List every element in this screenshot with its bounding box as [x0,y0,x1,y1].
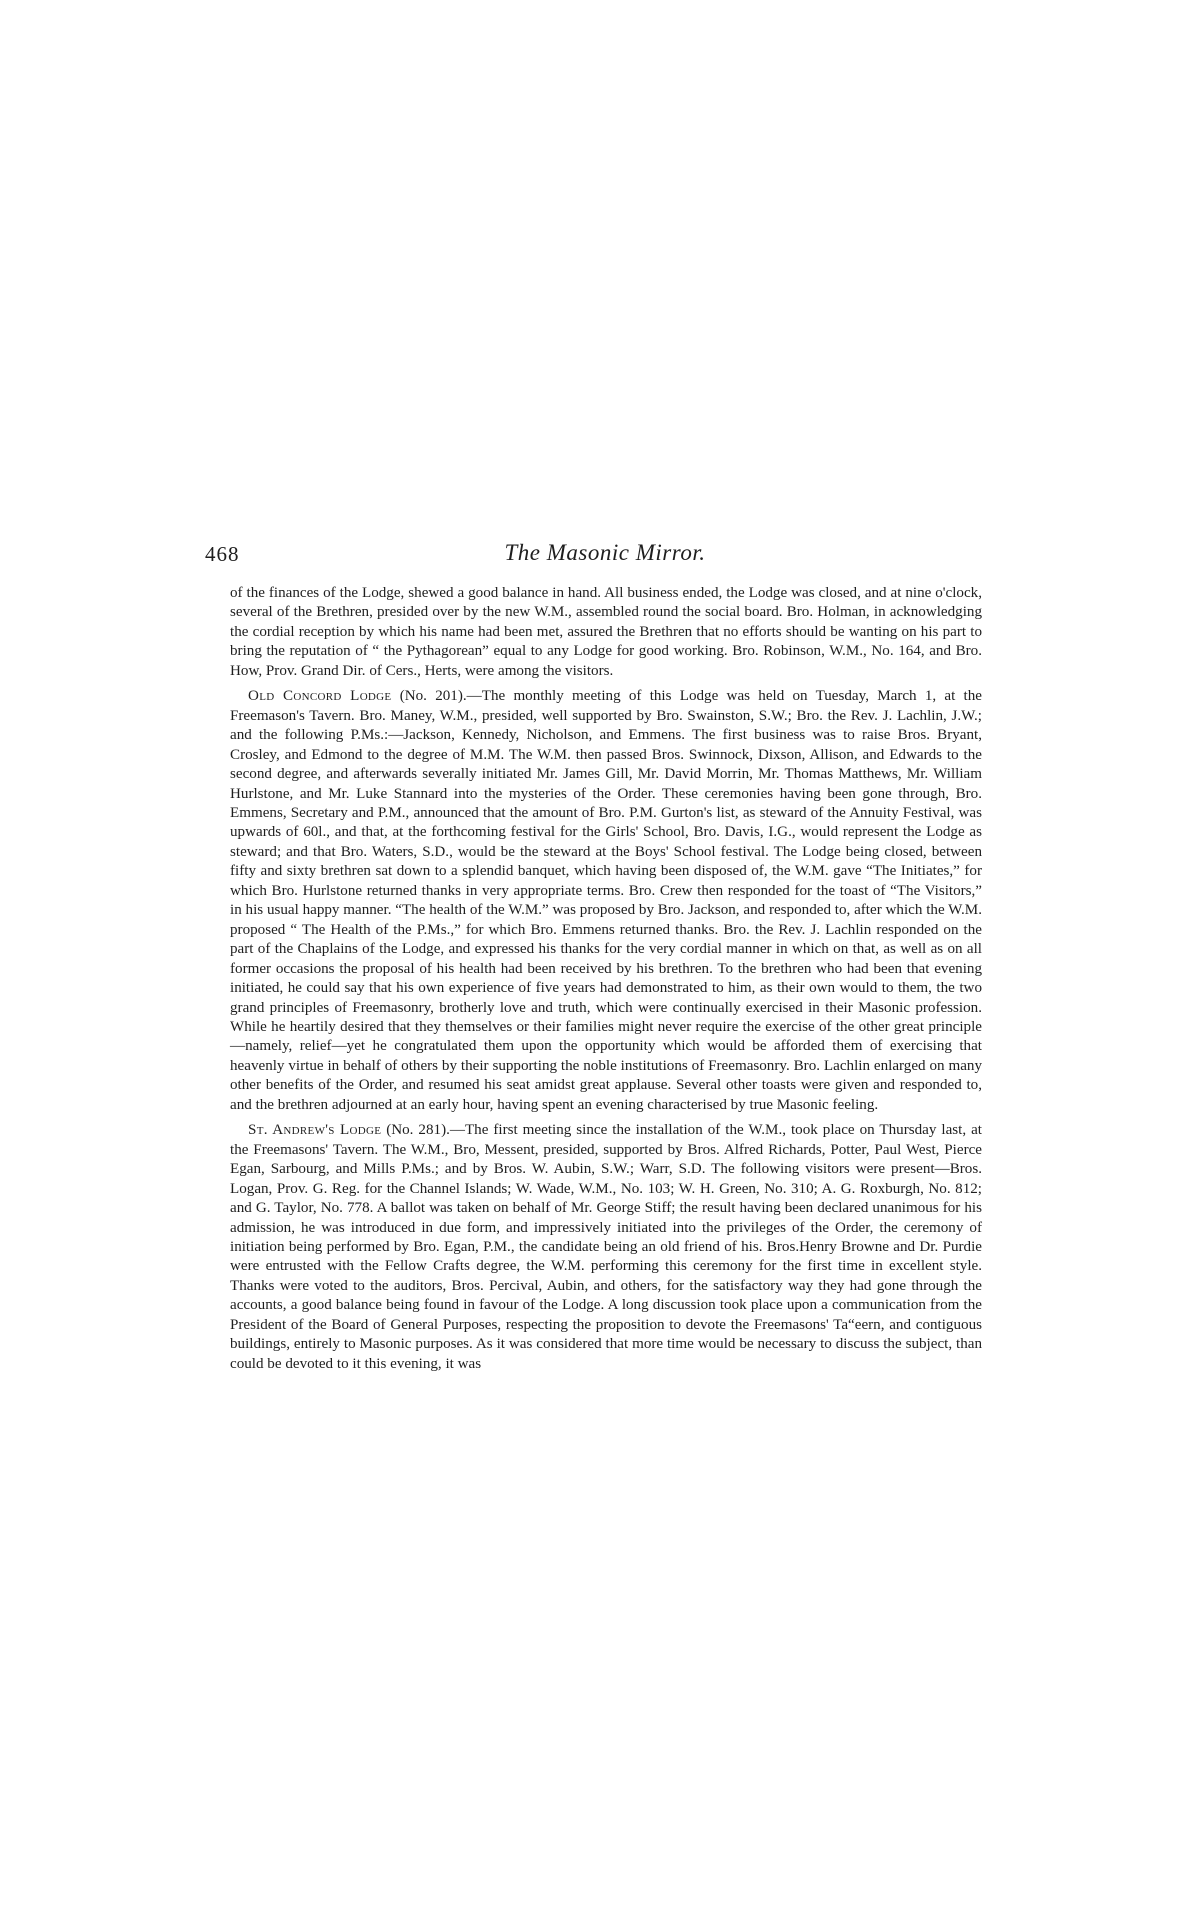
paragraph-text: of the finances of the Lodge, shewed a good balance in hand. All business ended, the Lodge was closed, and at nine o'clock, several of the Brethren, presided over by the new W.M., assembled round the social board. Bro. Holman, in acknowledging the cordial reception by which his name had been met, assured the Brethren that no efforts should be wanting on his part to bring the reputation of “ the Pythagorean” equal to any Lodge for good working. Bro. Robinson, W.M., No. 164, and Bro. How, Prov. Grand Dir. of Cers., Herts, were among the visitors. [230,585,982,679]
article-body [230,584,982,1380]
paragraph-text: (No. 201).—The monthly meeting of this Lodge was held on Tuesday, March 1, at the Freemason's Tavern. Bro. Maney, W.M., presided, well supported by Bro. Swainston, S.W.; Bro. the Rev. J. Lachlin, J.W.; and the following P.Ms.:—Jackson, Kennedy, Nicholson, and Emmens. The first business was to raise Bros. Bryant, Crosley, and Edmond to the degree of M.M. The W.M. then passed Bros. Swinnock, Dixson, Allison, and Edwards to the second degree, and afterwards severally initiated Mr. James Gill, Mr. David Morrin, Mr. Thomas Matthews, Mr. William Hurlstone, and Mr. Luke Stannard into the mysteries of the Order. These ceremonies having been gone through, Bro. Emmens, Secretary and P.M., announced that the amount of Bro. P.M. Gurton's list, as steward of the Annuity Festival, was upwards of 60l., and that, at the forthcoming festival for the Girls' School, Bro. Davis, I.G., would represent the Lodge as steward; and that Bro. Waters, S.D., would be the steward at the Boys' School festival. The Lodge being closed, between fifty and sixty brethren sat down to a splendid banquet, which having been disposed of, the W.M. gave “The Initiates,” for which Bro. Hurlstone returned thanks in very appropriate terms. Bro. Crew then responded for the toast of “The Visitors,” in his usual happy manner. “The health of the W.M.” was proposed by Bro. Jackson, and responded to, after which the W.M. proposed “ The Health of the P.Ms.,” for which Bro. Emmens returned thanks. Bro. the Rev. J. Lachlin responded on the part of the Chaplains of the Lodge, and expressed his thanks for the very cordial manner in which on that, as well as on all former occasions the proposal of his health had been received by his brethren. To the brethren who had been that evening initiated, he could say that his own experience of five years had demonstrated to him, as their own would to them, the two grand principles of Freemasonry, brotherly love and truth, which were continually exercised in their Masonic profession. While he heartily desired that they themselves or their families might never require the exercise of the other great principle—namely, relief—yet he congratulated them upon the opportunity which would be afforded them of exercising that heavenly virtue in behalf of others by their supporting the noble institutions of Freemasonry. Bro. Lachlin enlarged on many other benefits of the Order, and resumed his seat amidst great applause. Several other toasts were given and responded to, and the brethren adjourned at an early hour, having spent an evening characterised by true Masonic feeling. [230,688,982,1113]
page-number: 468 [205,542,240,566]
paragraph-pythagorean-lodge [230,584,982,681]
paragraph-st-andrews-lodge [230,1121,982,1374]
lodge-heading: Old Concord Lodge [248,688,392,705]
lodge-heading: St. Andrew's Lodge [248,1122,382,1139]
paragraph-old-concord-lodge [230,687,982,1115]
page-header [205,542,1005,582]
paragraph-text: (No. 281).—The first meeting since the installation of the W.M., took place on Thursday last, at the Freemasons' Tavern. The W.M., Bro, Messent, presided, supported by Bros. Alfred Richards, Potter, Paul West, Pierce Egan, Sarbourg, and Mills P.Ms.; and by Bros. W. Aubin, S.W.; Warr, S.D. The following visitors were present—Bros. Logan, Prov. G. Reg. for the Channel Islands; W. Wade, W.M., No. 103; W. H. Green, No. 310; A. G. Roxburgh, No. 812; and G. Taylor, No. 778. A ballot was taken on behalf of Mr. George Stiff; the result having been declared unanimous for his admission, he was introduced in due form, and impressively initiated into the privileges of the Order, the ceremony of initiation being performed by Bro. Egan, P.M., the candidate being an old friend of his. Bros.Henry Browne and Dr. Purdie were entrusted with the Fellow Crafts degree, the W.M. performing this ceremony for the first time in excellent style. Thanks were voted to the auditors, Bros. Percival, Aubin, and others, for the satisfactory way they had gone through the accounts, a good balance being found in favour of the Lodge. A long discussion took place upon a communication from the President of the Board of General Purposes, respecting the proposition to devote the Freemasons' Ta“eern, and contiguous buildings, entirely to Masonic purposes. As it was considered that more time would be necessary to discuss the subject, than could be devoted to it this evening, it was [230,1122,982,1372]
running-title: The Masonic Mirror. [504,540,706,565]
